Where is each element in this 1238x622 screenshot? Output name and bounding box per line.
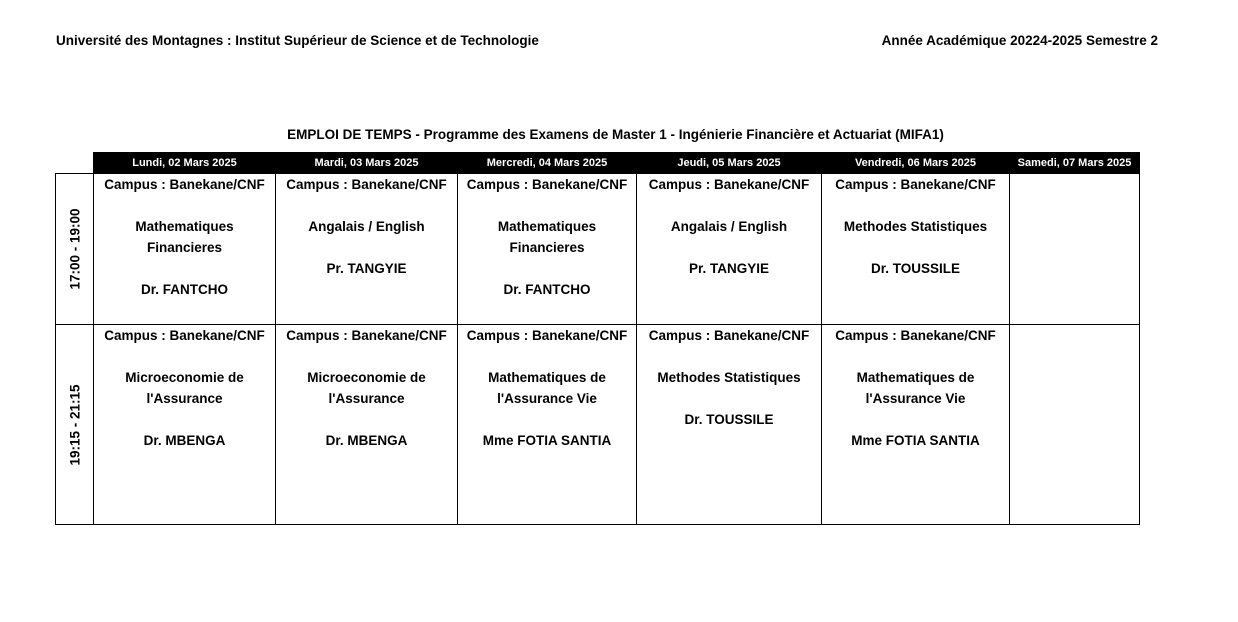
teacher-name: Dr. FANTCHO <box>140 282 228 297</box>
course-name: Financieres <box>509 240 585 255</box>
course-name: Mathematiques <box>135 219 234 234</box>
exam-cell <box>637 174 822 325</box>
campus-label: Campus : Banekane/CNF <box>835 328 996 343</box>
exam-cell <box>94 325 276 525</box>
teacher-name: Dr. TOUSSILE <box>684 412 774 427</box>
teacher-name: Mme FOTIA SANTIA <box>482 433 612 448</box>
time-slot-row <box>56 174 1140 325</box>
course-name: l'Assurance Vie <box>497 391 597 406</box>
exam-cell <box>94 174 276 325</box>
time-slot-label: 17:00 - 19:00 <box>67 208 82 290</box>
course-name: Microeconomie de <box>125 370 244 385</box>
teacher-name: Dr. MBENGA <box>325 433 408 448</box>
exam-cell <box>637 325 822 525</box>
day-header: Jeudi, 05 Mars 2025 <box>637 153 822 174</box>
campus-label: Campus : Banekane/CNF <box>466 328 628 343</box>
campus-label: Campus : Banekane/CNF <box>104 328 265 343</box>
campus-label: Campus : Banekane/CNF <box>648 177 810 192</box>
day-header-row <box>56 153 1140 174</box>
teacher-name: Dr. MBENGA <box>143 433 226 448</box>
course-name: l'Assurance <box>146 391 223 406</box>
teacher-name: Pr. TANGYIE <box>688 261 770 276</box>
campus-label: Campus : Banekane/CNF <box>286 328 447 343</box>
teacher-name: Dr. FANTCHO <box>503 282 591 297</box>
empty-exam-cell <box>1010 325 1140 525</box>
teacher-name: Dr. TOUSSILE <box>870 261 961 276</box>
day-header: Lundi, 02 Mars 2025 <box>94 153 276 174</box>
time-slot-label: 19:15 - 21:15 <box>67 383 82 466</box>
course-name: l'Assurance Vie <box>865 391 966 406</box>
course-name: Microeconomie de <box>307 370 426 385</box>
time-slot-cell <box>56 325 94 525</box>
course-name: Financieres <box>146 240 223 255</box>
course-name: Methodes Statistiques <box>657 370 801 385</box>
time-slot-row <box>56 325 1140 525</box>
campus-label: Campus : Banekane/CNF <box>104 177 265 192</box>
day-header: Mardi, 03 Mars 2025 <box>276 153 458 174</box>
exam-cell <box>458 174 637 325</box>
teacher-name: Pr. TANGYIE <box>326 261 407 276</box>
course-name: Mathematiques de <box>488 370 606 385</box>
campus-label: Campus : Banekane/CNF <box>835 177 996 192</box>
exam-cell <box>822 174 1010 325</box>
schedule-title: EMPLOI DE TEMPS - Programme des Examens de Master 1 - Ingénierie Financière et Actuariat (MIFA1) <box>287 127 944 142</box>
campus-label: Campus : Banekane/CNF <box>286 177 447 192</box>
teacher-name: Mme FOTIA SANTIA <box>851 433 980 448</box>
campus-label: Campus : Banekane/CNF <box>648 328 810 343</box>
empty-exam-cell <box>1010 174 1140 325</box>
exam-timetable <box>55 152 1140 525</box>
exam-cell <box>276 174 458 325</box>
course-name: Methodes Statistiques <box>843 219 988 234</box>
course-name: Mathematiques de <box>856 370 975 385</box>
corner-cell <box>56 153 94 174</box>
exam-cell <box>458 325 637 525</box>
day-header: Mercredi, 04 Mars 2025 <box>458 153 637 174</box>
course-name: Angalais / English <box>670 219 788 234</box>
academic-year-header: Année Académique 20224-2025 Semestre 2 <box>881 33 1158 48</box>
campus-label: Campus : Banekane/CNF <box>466 177 628 192</box>
course-name: Angalais / English <box>308 219 425 234</box>
course-name: Mathematiques <box>497 219 597 234</box>
course-name: l'Assurance <box>328 391 405 406</box>
exam-cell <box>822 325 1010 525</box>
time-slot-cell <box>56 174 94 325</box>
day-header: Vendredi, 06 Mars 2025 <box>822 153 1010 174</box>
exam-cell <box>276 325 458 525</box>
institution-header: Université des Montagnes : Institut Supérieur de Science et de Technologie <box>56 33 539 48</box>
day-header: Samedi, 07 Mars 2025 <box>1010 153 1140 174</box>
